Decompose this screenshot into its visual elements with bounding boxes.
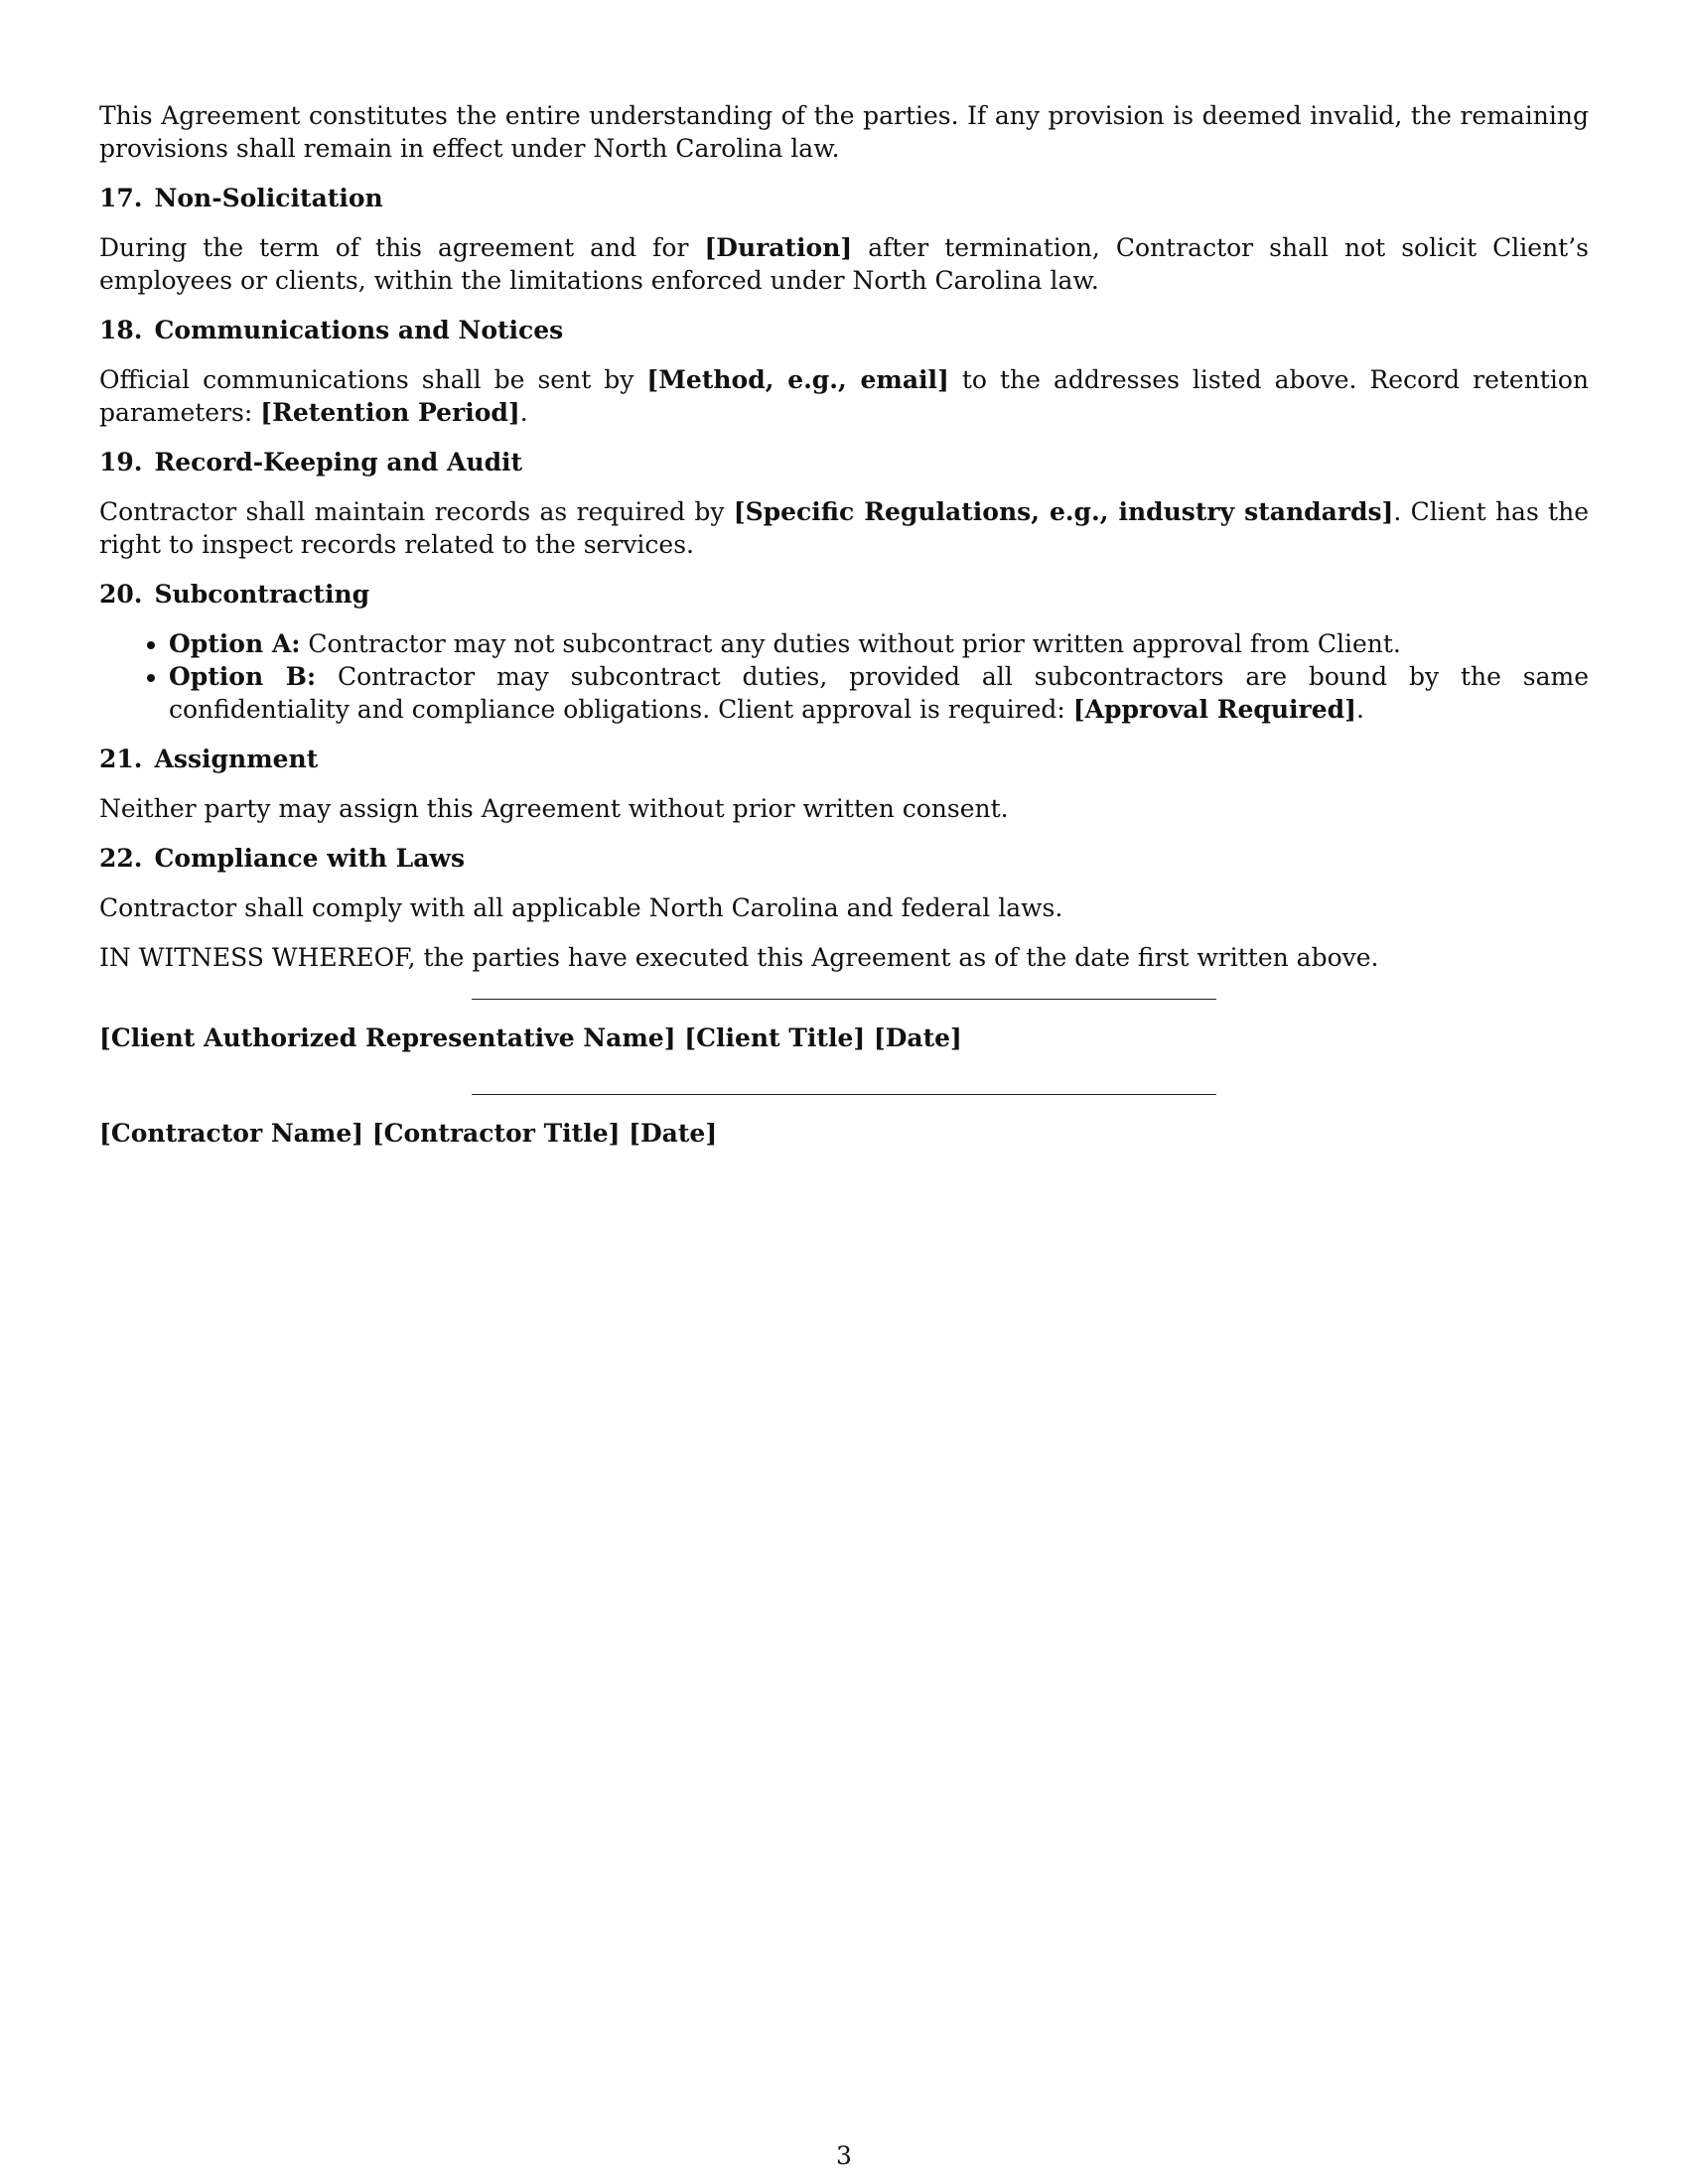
option-label: Option B: (169, 662, 317, 691)
body-text: to the addresses listed above. Record retention parameters: (99, 365, 1590, 427)
contractor-signature-caption: [Contractor Name] [Contractor Title] [Date] (99, 1119, 718, 1148)
section-title: Non-Solicitation (154, 184, 383, 212)
signature-block (99, 999, 1589, 1150)
option-text: Contractor may not subcontract any duties without prior written approval from Client. (300, 629, 1401, 658)
section-20-heading (99, 578, 1589, 611)
section-title: Compliance with Laws (154, 844, 466, 873)
section-19-body (99, 495, 1589, 561)
list-item-option-b (169, 660, 1589, 726)
intro-paragraph: This Agreement constitutes the entire understanding of the parties. If any provision is deemed invalid, the remaining provisions shall remain in effect under North Carolina law. (99, 101, 1589, 163)
section-number: 19. (99, 448, 143, 477)
section-title: Communications and Notices (154, 316, 564, 344)
placeholder-specific-regulations: [Specific Regulations, e.g., industry standards] (733, 497, 1394, 526)
list-item-option-a (169, 627, 1589, 660)
placeholder-duration: [Duration] (704, 233, 853, 262)
body-text: Official communications shall be sent by (99, 365, 647, 394)
placeholder-method: [Method, e.g., email] (646, 365, 949, 394)
body-text: Contractor shall maintain records as required by (99, 497, 734, 526)
body-text: During the term of this agreement and for (99, 233, 705, 262)
section-22-heading (99, 842, 1589, 875)
section-number: 18. (99, 316, 143, 344)
client-signature-line[interactable] (472, 999, 1216, 1000)
page-number: 3 (836, 2141, 852, 2170)
section-title: Subcontracting (154, 580, 370, 609)
section-number: 20. (99, 580, 143, 609)
section-title: Assignment (154, 745, 319, 773)
section-number: 21. (99, 745, 143, 773)
body-text: . Client has the right to inspect records related to the services. (99, 497, 1589, 559)
section-number: 17. (99, 184, 143, 212)
section-18-heading (99, 314, 1589, 346)
witness-statement: IN WITNESS WHEREOF, the parties have executed this Agreement as of the date first written above. (99, 943, 1379, 972)
placeholder-retention-period: [Retention Period] (260, 398, 520, 427)
section-17-heading (99, 182, 1589, 214)
option-label: Option A: (169, 629, 301, 658)
option-text: Contractor may subcontract duties, provided all subcontractors are bound by the same confidentiality and compliance obligations. Client approval is required: (169, 662, 1589, 724)
option-text: . (1355, 695, 1364, 724)
body-text: . (519, 398, 528, 427)
document-page (99, 99, 1589, 1189)
section-21-heading (99, 743, 1589, 775)
section-title: Record-Keeping and Audit (154, 448, 523, 477)
subcontracting-options-list (99, 627, 1589, 726)
client-signature-caption: [Client Authorized Representative Name] [Client Title] [Date] (99, 1024, 962, 1052)
section-18-body (99, 363, 1589, 429)
section-22-body: Contractor shall comply with all applicable North Carolina and federal laws. (99, 893, 1063, 922)
section-number: 22. (99, 844, 143, 873)
section-17-body (99, 231, 1589, 297)
section-19-heading (99, 446, 1589, 478)
contractor-signature-line[interactable] (472, 1094, 1216, 1095)
placeholder-approval-required: [Approval Required] (1072, 695, 1356, 724)
body-text: after termination, Contractor shall not solicit Client’s employees or clients, within the limitations enforced under North Carolina law. (99, 233, 1589, 295)
section-21-body: Neither party may assign this Agreement without prior written consent. (99, 794, 1009, 823)
